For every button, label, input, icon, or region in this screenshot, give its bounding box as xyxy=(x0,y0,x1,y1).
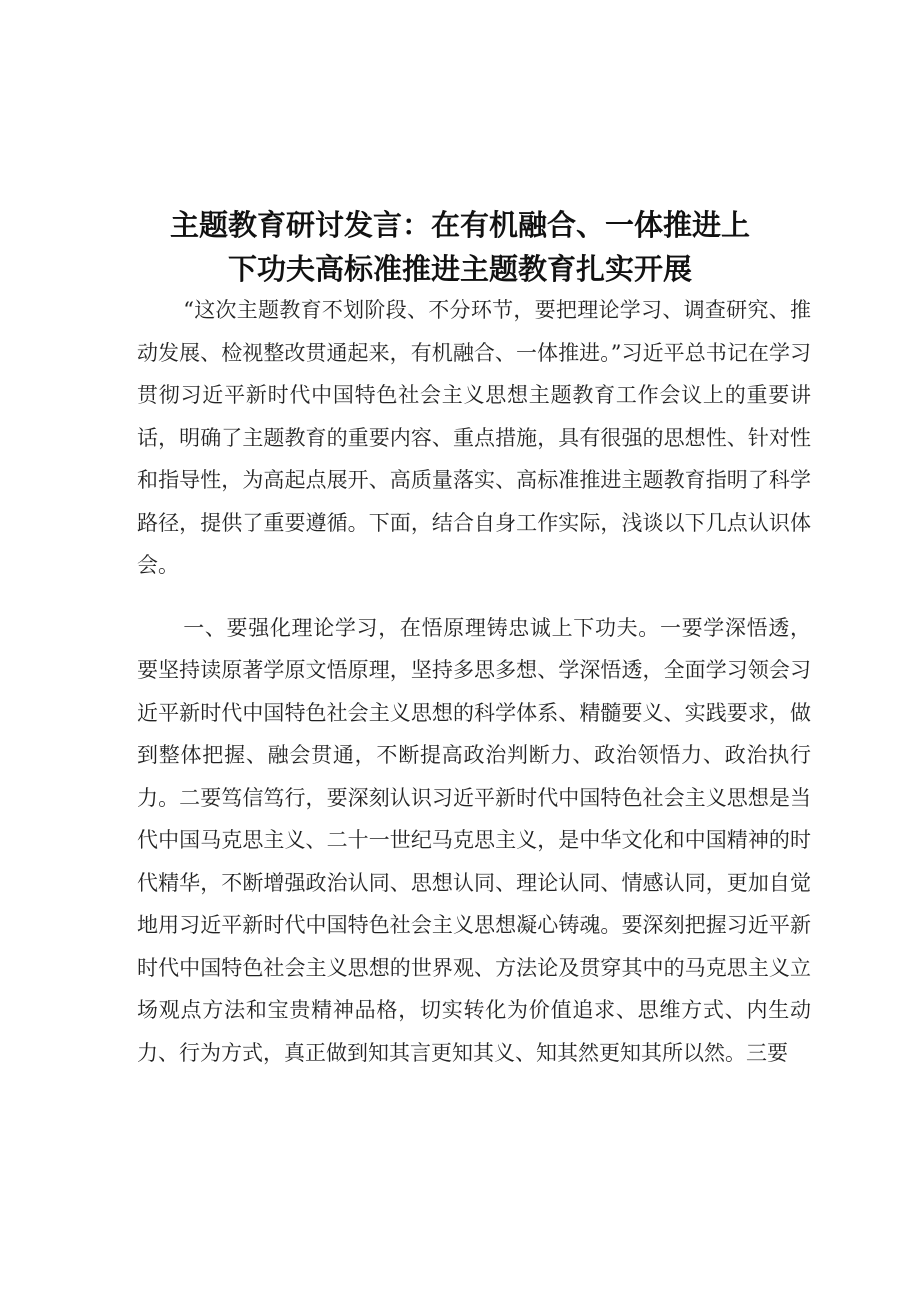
document-title xyxy=(120,203,800,291)
title-line-1: 主题教育研讨发言：在有机融合、一体推进上 xyxy=(169,208,750,242)
document-body xyxy=(137,289,811,1074)
paragraph-intro: “这次主题教育不划阶段、不分环节，要把理论学习、调查研究、推动发展、检视整改贯通起来，有机融合、一体推进。”习近平总书记在学习贯彻习近平新时代中国特色社会主义思想主题教育工作会议上的重要讲话，明确了主题教育的重要内容、重点措施，具有很强的思想性、针对性和指导性，为高起点展开、高质量落实、高标准推进主题教育指明了科学路径，提供了重要遵循。下面，结合自身工作实际，浅谈以下几点认识体会。 xyxy=(137,298,811,577)
paragraph-section-one: 一、要强化理论学习，在悟原理铸忠诚上下功夫。一要学深悟透，要坚持读原著学原文悟原理，坚持多思多想、学深悟透，全面学习领会习近平新时代中国特色社会主义思想的科学体系、精髓要义、实践要求，做到整体把握、融会贯通，不断提高政治判断力、政治领悟力、政治执行力。二要笃信笃行，要深刻认识习近平新时代中国特色社会主义思想是当代中国马克思主义、二十一世纪马克思主义，是中华文化和中国精神的时代精华，不断增强政治认同、思想认同、理论认同、情感认同，更加自觉地用习近平新时代中国特色社会主义思想凝心铸魂。要深刻把握习近平新时代中国特色社会主义思想的世界观、方法论及贯穿其中的马克思主义立场观点方法和宝贵精神品格，切实转化为价值追求、思维方式、内生动力、行为方式，真正做到知其言更知其义、知其然更知其所以然。三要 xyxy=(137,615,811,1065)
title-line-2: 下功夫高标准推进主题教育扎实开展 xyxy=(227,252,692,286)
